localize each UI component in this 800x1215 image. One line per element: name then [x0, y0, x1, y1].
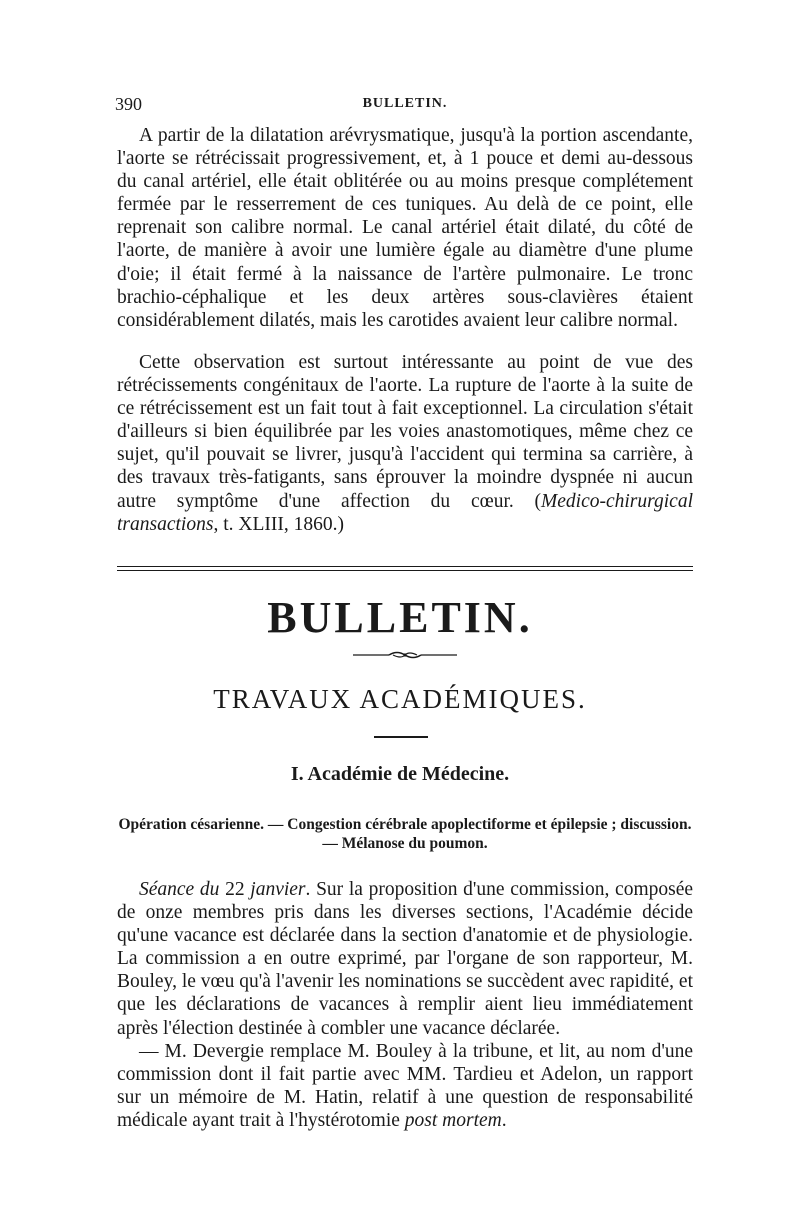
- subsection-title: I. Académie de Médecine.: [290, 763, 510, 785]
- session-lead: Séance du: [139, 879, 220, 900]
- session-month: janvier: [250, 879, 306, 900]
- paragraph-observation: [117, 351, 693, 536]
- continuation-text: — M. Devergie remplace M. Bouley à la tribune, et lit, au nom d'une commission dont il fait partie avec MM. Tardieu et Adelon, un rapport sur un mémoire de M. Hatin, relatif à une question de responsabilité médicale ayant trait à l'hystérotomie: [117, 1040, 693, 1131]
- short-rule-divider: [374, 736, 428, 738]
- session-date: 22: [219, 879, 251, 900]
- page-number: 390: [115, 94, 142, 114]
- paragraph-session: [117, 878, 693, 1132]
- paragraph-text: Cette observation est surtout intéressante au point de vue des rétrécissements congénitaux de l'aorte. La rupture de l'aorte à la suite de ce rétrécissement est un fait tout à fait exceptionnel. La circulation s'était d'ailleurs si bien équilibrée par les voies anastomotiques, même chez ce sujet, qu'il pouvait se livrer, jusqu'à l'accident qui termina sa carrière, à des travaux très-fatigants, sans éprouver la moindre dyspnée ni aucun autre symptôme d'une affection du cœur. (: [117, 352, 693, 512]
- session-summary: Opération césarienne. — Congestion cérébrale apoplectiforme et épilepsie ; discussion. — Mélanose du poumon.: [118, 816, 692, 852]
- paragraph-continuation: [117, 1040, 693, 1132]
- double-rule-divider: [117, 566, 693, 571]
- continuation-italic: post mortem: [404, 1109, 502, 1131]
- running-head: BULLETIN.: [362, 96, 448, 111]
- bulletin-title: BULLETIN.: [267, 593, 533, 642]
- paragraph-text: . Sur la proposition d'une commission, composée de onze membres pris dans les diverses sections, l'Académie décide qu'une vacance est déclarée dans la section d'anatomie et de physiologie. La commission a en outre exprimé, par l'organe de son rapporteur, M. Bouley, le vœu qu'à l'avenir les nominations se succèdent avec rapidité, et que les déclarations de vacances à remplir aient lieu immédiatement après l'élection destinée à combler une vacance déclarée.: [117, 879, 694, 1039]
- section-title: TRAVAUX ACADÉMIQUES.: [213, 684, 587, 714]
- paragraph-body: [117, 351, 693, 536]
- continuation-end: .: [501, 1109, 507, 1131]
- paragraph-aorta-description: [117, 124, 693, 332]
- paragraph-text: A partir de la dilatation arévrysmatique, jusqu'à la portion ascendante, l'aorte se rétrécissait progressivement, et, à 1 pouce et demi au-dessous du canal artériel, elle était oblitérée ou au moins presque complétement fermée par le resserrement de ces tuniques. Au delà de ce point, elle reprenait son calibre normal. Le canal artériel était dilaté, du côté de l'aorte, de manière à avoir une lumière égale au diamètre d'une plume d'oie; il était fermé à la naissance de l'artère pulmonaire. Le tronc brachio-céphalique et les deux artères sous-clavières étaient considérablement dilatés, mais les carotides avaient leur calibre normal.: [117, 125, 693, 331]
- page-header: [115, 94, 695, 118]
- ornament-divider-icon: [353, 650, 457, 660]
- paragraph-body: [117, 878, 693, 1040]
- citation-journal: Medico-chirurgical transactions: [117, 490, 693, 535]
- citation-volume: , t. XLIII, 1860.): [213, 513, 344, 535]
